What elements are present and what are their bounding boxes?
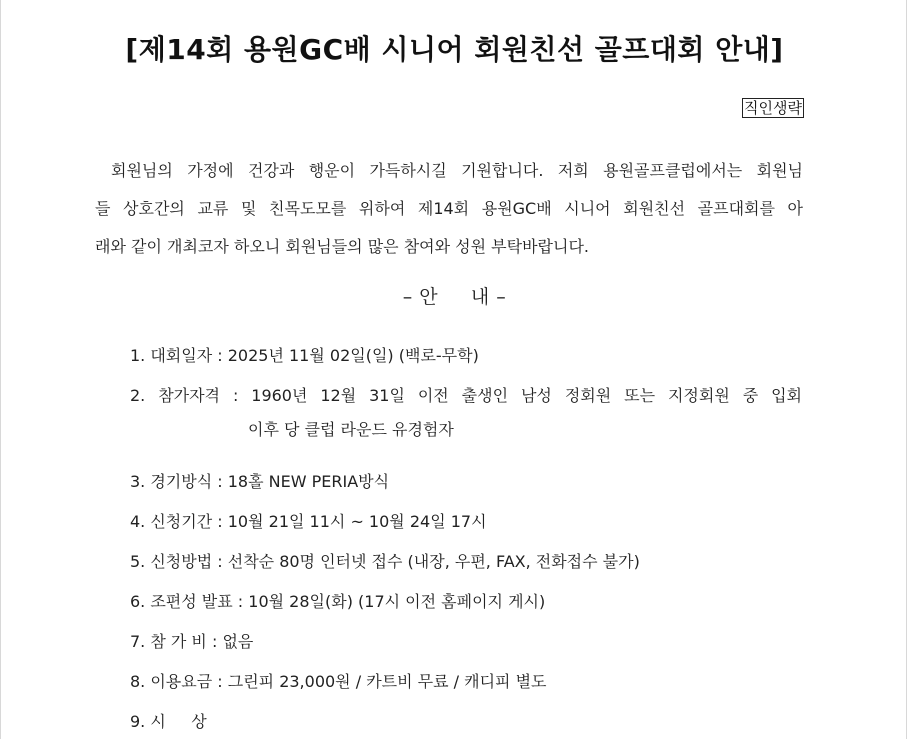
- notice-item-eligibility-continued: 이후 당 클럽 라운드 유경험자: [248, 420, 454, 439]
- document-title: [제14회 용원GC배 시니어 회원친선 골프대회 안내]: [125, 33, 784, 66]
- notice-item-usage-fee: 8. 이용요금 : 그린피 23,000원 / 카트비 무료 / 캐디피 별도: [130, 672, 547, 691]
- notice-item-entry-fee: 7. 참 가 비 : 없음: [130, 632, 254, 651]
- notice-item-date: 1. 대회일자 : 2025년 11월 02일(일) (백로-무학): [130, 346, 479, 365]
- page-left-border: [0, 0, 1, 739]
- notice-item-application-method: 5. 신청방법 : 선착순 80명 인터넷 접수 (내장, 우편, FAX, 전화접수 불가): [130, 552, 640, 571]
- section-heading-notice: – 안 내 –: [402, 286, 507, 308]
- notice-item-eligibility: 2. 참가자격 : 1960년 12월 31일 이전 출생인 남성 정회원 또는 지정회원 중 입회: [130, 386, 802, 405]
- page-right-border: [906, 0, 907, 739]
- intro-line-2: 들 상호간의 교류 및 친목도모를 위하여 제14회 용원GC배 시니어 회원친선 골프대회를 아: [95, 199, 803, 218]
- seal-omitted-stamp: 직인생략: [744, 99, 802, 117]
- intro-line-1: 회원님의 가정에 건강과 행운이 가득하시길 기원합니다. 저희 용원골프클럽에서는 회원님: [111, 161, 803, 180]
- intro-paragraph: [95, 152, 803, 266]
- intro-line-3: 래와 같이 개최코자 하오니 회원님들의 많은 참여와 성원 부탁바랍니다.: [95, 237, 589, 256]
- notice-item-application-period: 4. 신청기간 : 10월 21일 11시 ~ 10월 24일 17시: [130, 512, 487, 531]
- notice-item-format: 3. 경기방식 : 18홀 NEW PERIA방식: [130, 472, 390, 491]
- notice-item-awards: 9. 시 상: [130, 712, 207, 731]
- notice-item-group-announcement: 6. 조편성 발표 : 10월 28일(화) (17시 이전 홈페이지 게시): [130, 592, 546, 611]
